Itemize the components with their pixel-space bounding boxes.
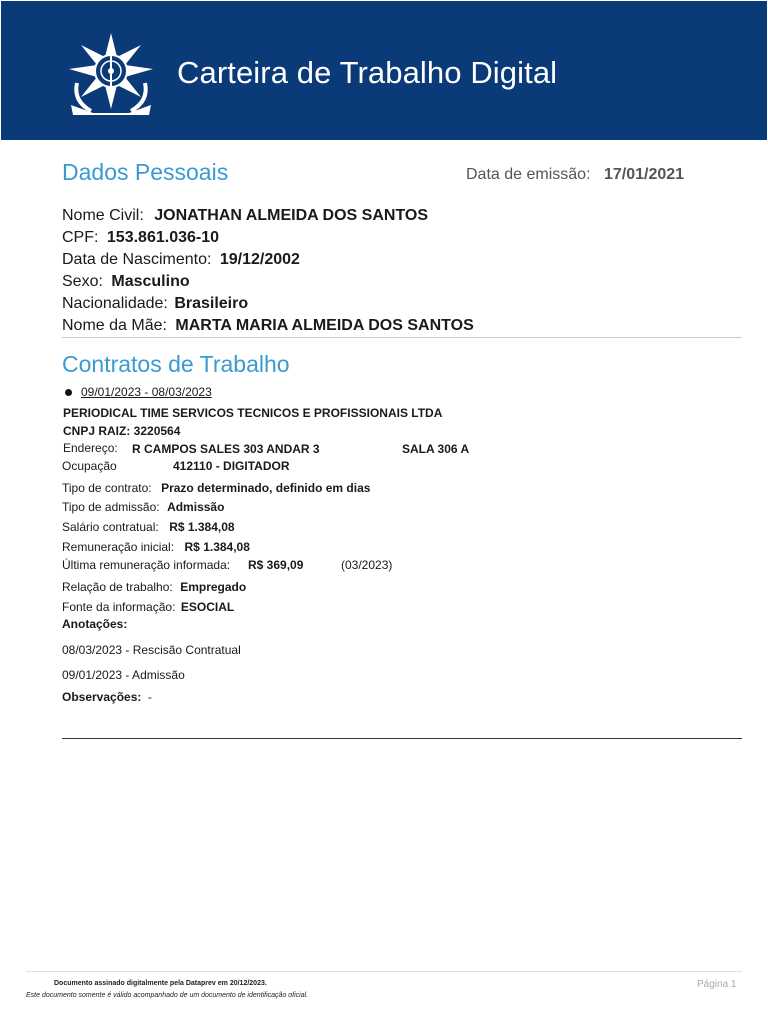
field-value: MARTA MARIA ALMEIDA DOS SANTOS	[175, 317, 474, 334]
page-number: Página 1	[697, 979, 737, 990]
field-label: Relação de trabalho:	[62, 580, 173, 594]
field-nacionalidade	[62, 295, 248, 313]
field-observacoes	[62, 688, 152, 706]
field-remuneracao-inicial	[62, 538, 250, 556]
header-banner	[1, 1, 767, 140]
field-label: Nacionalidade:	[62, 295, 168, 312]
footer-validity-note: Este documento somente é válido acompanhado de um documento de identificação oficial.	[26, 992, 309, 999]
field-value: Prazo determinado, definido em dias	[161, 481, 371, 495]
field-tipo-contrato	[62, 479, 370, 497]
field-value: 19/12/2002	[219, 251, 300, 268]
endereco-value: R CAMPOS SALES 303 ANDAR 3	[132, 442, 320, 456]
field-label: Salário contratual:	[62, 520, 159, 534]
anotacao-item: 09/01/2023 - Admissão	[62, 668, 185, 682]
footer-signed-note: Documento assinado digitalmente pela Dataprev em 20/12/2023.	[54, 980, 267, 987]
ocupacao-value: 412110 - DIGITADOR	[173, 459, 290, 473]
field-label: Nome da Mãe:	[62, 317, 167, 334]
field-value: ESOCIAL	[180, 600, 235, 614]
anotacao-item: 08/03/2023 - Rescisão Contratual	[62, 643, 241, 657]
company-name: PERIODICAL TIME SERVICOS TECNICOS E PROFISSIONAIS LTDA	[63, 406, 443, 420]
field-label: Fonte da informação:	[62, 600, 176, 614]
section-heading-dados-pessoais: Dados Pessoais	[62, 159, 229, 185]
field-value: Brasileiro	[174, 295, 249, 312]
brazil-coat-of-arms-icon	[63, 31, 159, 117]
endereco-label: Endereço:	[63, 441, 118, 455]
endereco-complemento: SALA 306 A	[402, 442, 470, 456]
footer-divider	[26, 971, 742, 972]
field-label: Tipo de admissão:	[62, 500, 160, 514]
field-label: Tipo de contrato:	[62, 481, 152, 495]
emission-date-value: 17/01/2021	[604, 166, 685, 183]
ultima-remuneracao-periodo: (03/2023)	[341, 558, 393, 572]
ultima-remuneracao-value: R$ 369,09	[248, 558, 304, 572]
bullet-icon	[65, 389, 72, 396]
company-cnpj: CNPJ RAIZ: 3220564	[63, 424, 181, 438]
field-value: JONATHAN ALMEIDA DOS SANTOS	[154, 207, 429, 224]
contract-end-divider	[62, 738, 742, 739]
field-nome-mae	[62, 317, 474, 335]
contract-period: 09/01/2023 - 08/03/2023	[81, 385, 212, 399]
field-relacao-trabalho	[62, 578, 246, 596]
section-heading-contratos: Contratos de Trabalho	[62, 351, 290, 377]
field-salario	[62, 518, 235, 536]
field-value: -	[147, 690, 152, 704]
field-label: Remuneração inicial:	[62, 540, 175, 554]
anotacoes-label: Anotações:	[62, 617, 128, 631]
field-label: Sexo:	[62, 273, 103, 290]
field-tipo-admissao	[62, 498, 224, 516]
emission-date-label: Data de emissão:	[466, 166, 591, 183]
ultima-remuneracao-label: Última remuneração informada:	[62, 558, 231, 572]
field-label: Observações:	[62, 690, 142, 704]
ocupacao-label: Ocupação	[62, 459, 117, 473]
field-value: Empregado	[180, 580, 247, 594]
field-value: 153.861.036-10	[106, 229, 220, 246]
field-value: R$ 1.384,08	[169, 520, 235, 534]
field-label: Data de Nascimento:	[62, 251, 212, 268]
field-sexo	[62, 273, 190, 291]
field-value: R$ 1.384,08	[184, 540, 250, 554]
field-fonte-informacao	[62, 598, 234, 616]
field-nome-civil	[62, 207, 428, 225]
field-label: CPF:	[62, 229, 99, 246]
field-label: Nome Civil:	[62, 207, 144, 224]
field-cpf	[62, 229, 219, 247]
divider	[62, 337, 742, 338]
field-value: Masculino	[111, 273, 190, 290]
page-title: Carteira de Trabalho Digital	[177, 55, 558, 90]
field-data-nascimento	[62, 251, 300, 269]
field-value: Admissão	[167, 500, 225, 514]
